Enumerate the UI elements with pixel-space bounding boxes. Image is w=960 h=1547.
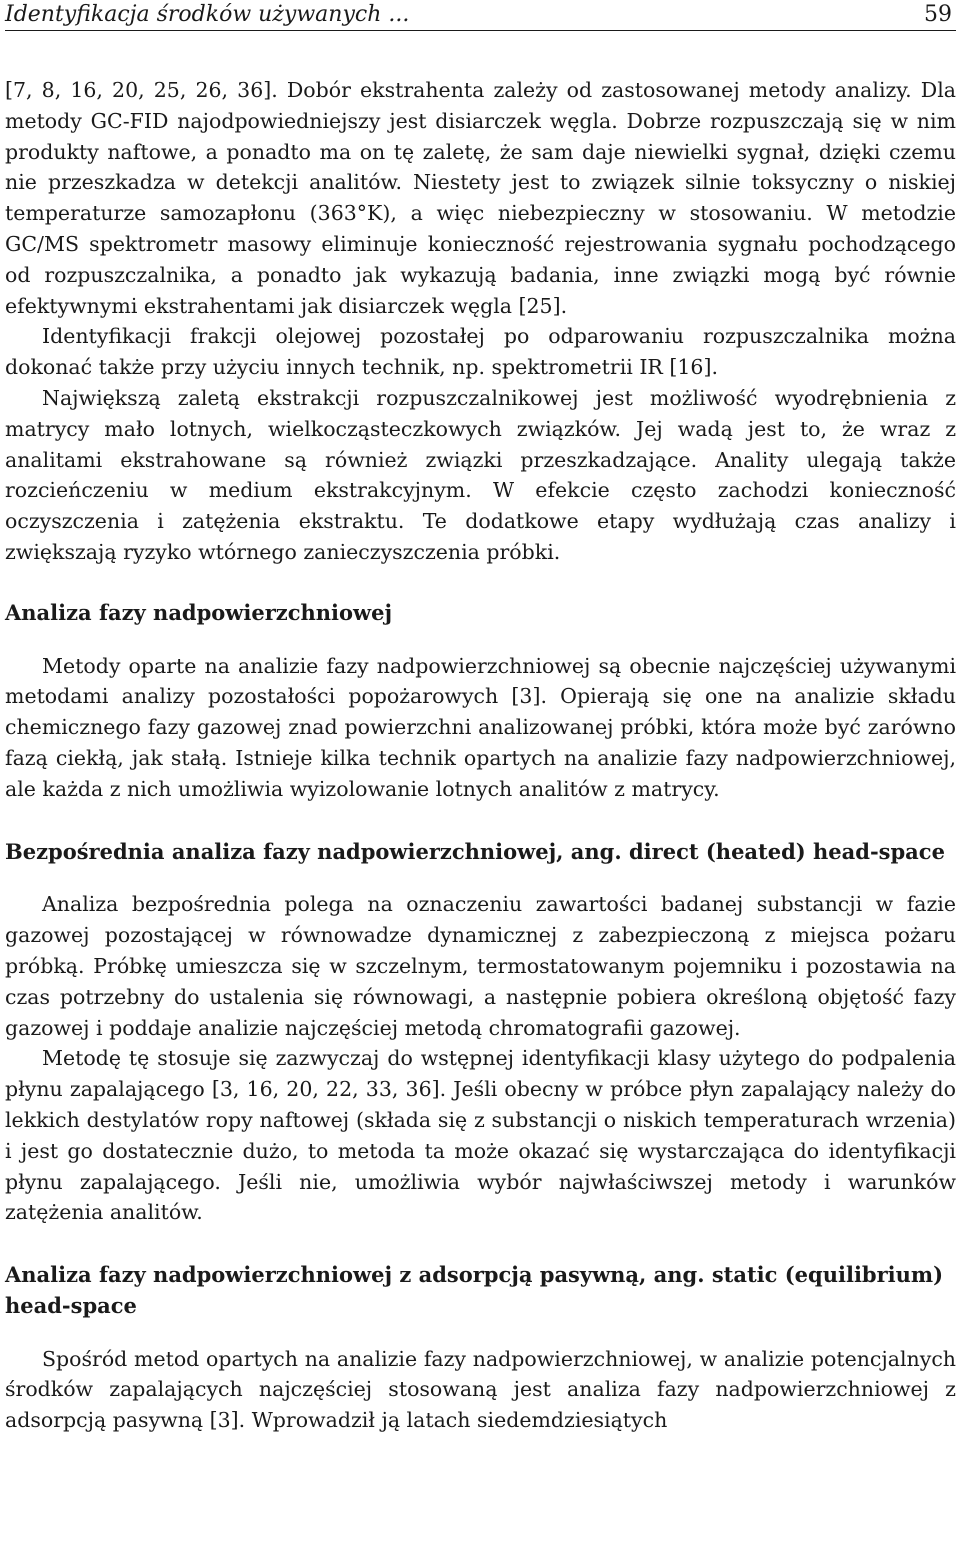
running-title: Identyfikacja środków używanych ... — [5, 2, 410, 27]
paragraph: [7, 8, 16, 20, 25, 26, 36]. Dobór ekstrahenta zależy od zastosowanej metody analizy. Dla metody GC-FID najodpowiedniejszy jest disiarczek węgla. Dobrze rozpuszczają się w nim produkty naftowe, a ponadto ma on tę zaletę, że sam daje niewielki sygnał, dzięki czemu nie przeszkadza w detekcji analitów. Niestety jest to związek silnie toksyczny o niskiej temperaturze samozapłonu (363°K), a więc niebezpieczny w stosowaniu. W metodzie GC/MS spektrometr masowy eliminuje konieczność rejestrowania sygnału pochodzącego od rozpuszczalnika, a ponadto jak wykazują badania, inne związki mogą być równie efektywnymi ekstrahentami jak disiarczek węgla [25]. — [5, 78, 956, 318]
paragraph: Największą zaletą ekstrakcji rozpuszczalnikowej jest możliwość wyodrębnienia z matrycy mało lotnych, wielkocząsteczkowych związków. Jej wadą jest to, że wraz z analitami ekstrahowane są również związki przeszkadzające. Anality ulegają także rozcieńczeniu w medium ekstrakcyjnym. W efekcie często zachodzi konieczność oczyszczenia i zatężenia ekstraktu. Te dodatkowe etapy wydłużają czas analizy i zwiększają ryzyko wtórnego zanieczyszczenia próbki. — [5, 385, 956, 564]
body-text — [5, 75, 956, 1436]
paragraph: Identyfikacji frakcji olejowej pozostałej po odparowaniu rozpuszczalnika można dokonać także przy użyciu innych technik, np. spektrometrii IR [16]. — [5, 324, 956, 380]
page-number: 59 — [924, 2, 952, 27]
paragraph: Analiza bezpośrednia polega na oznaczeniu zawartości badanej substancji w fazie gazowej pozostającej w równowadze dynamicznej z zabezpieczoną z miejsca pożaru próbką. Próbkę umieszcza się w szczelnym, termostatowanym pojemniku i pozostawia na czas potrzebny do ustalenia się równowagi, a następnie pobiera określoną objętość fazy gazowej i poddaje analizie najczęściej metodą chromatografii gazowej. — [5, 892, 956, 1040]
section-heading: Bezpośrednia analiza fazy nadpowierzchniowej, ang. direct (heated) head-space — [5, 838, 945, 864]
paragraph: Metodę tę stosuje się zazwyczaj do wstępnej identyfikacji klasy użytego do podpalenia płynu zapalającego [3, 16, 20, 22, 33, 36]. Jeśli obecny w próbce płyn zapalający należy do lekkich destylatów ropy naftowej (składa się z substancji o niskich temperaturach wrzenia) i jest go dostatecznie dużo, to metoda ta może okazać się wystarczająca do identyfikacji płynu zapalającego. Jeśli nie, umożliwia wybór najwłaściwszej metody i warunków zatężenia analitów. — [5, 1046, 956, 1225]
section-heading: Analiza fazy nadpowierzchniowej z adsorpcją pasywną, ang. static (equilibrium) head-space — [5, 1262, 944, 1318]
section-heading: Analiza fazy nadpowierzchniowej — [5, 599, 393, 625]
running-header — [5, 0, 956, 31]
paragraph: Spośród metod opartych na analizie fazy nadpowierzchniowej, w analizie potencjalnych środków zapalających najczęściej stosowaną jest analiza fazy nadpowierzchniowej z adsorpcją pasywną [3]. Wprowadził ją latach siedemdziesiątych — [5, 1346, 956, 1433]
paragraph: Metody oparte na analizie fazy nadpowierzchniowej są obecnie najczęściej używanymi metodami analizy pozostałości popożarowych [3]. Opierają się one na analizie składu chemicznego fazy gazowej znad powierzchni analizowanej próbki, która może być zarówno fazą ciekłą, jak stałą. Istnieje kilka technik opartych na analizie fazy nadpowierzchniowej, ale każda z nich umożliwia wyizolowanie lotnych analitów z matrycy. — [5, 653, 956, 801]
